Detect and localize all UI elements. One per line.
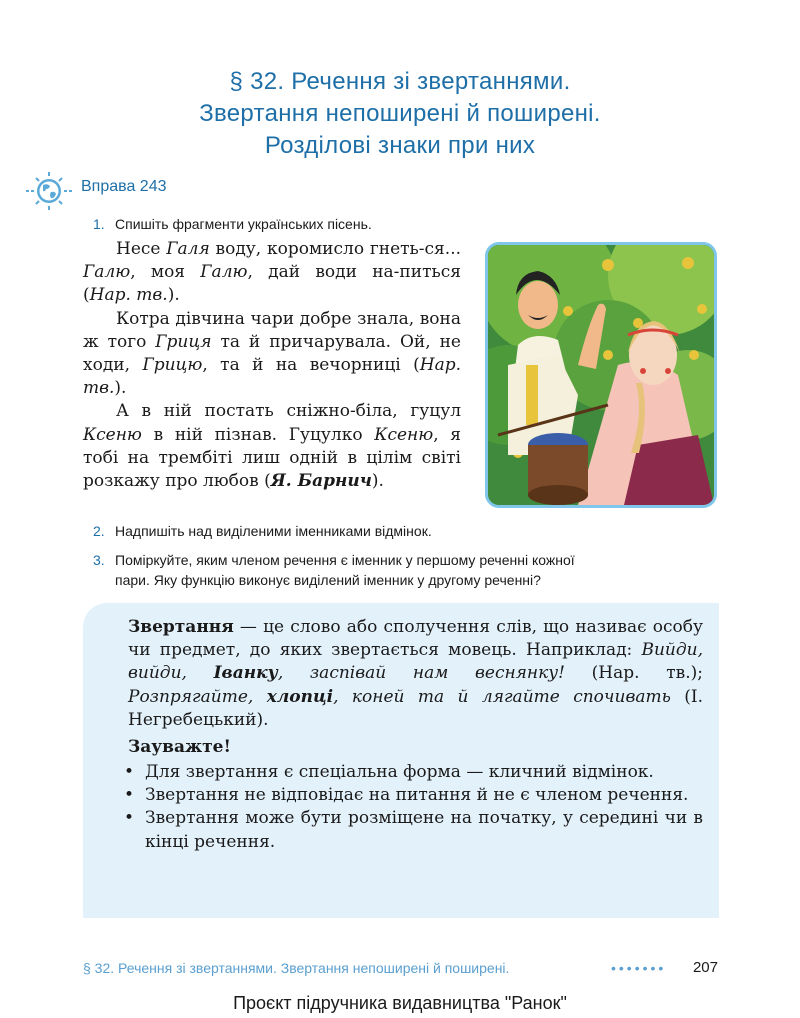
globe-icon <box>26 171 72 211</box>
publisher-note: Проєкт підручника видавництва "Ранок" <box>233 993 567 1013</box>
section-title-line: Розділові знаки при них <box>264 132 536 159</box>
emphasized-word: Розпрягайте, <box>128 686 267 707</box>
note-list <box>122 761 703 854</box>
footer-dots: ••••••• <box>611 960 667 976</box>
note-item-text: Для звертання є спеціальна форма — кличний відмінок. <box>145 762 654 782</box>
song-fragment <box>83 400 461 493</box>
emphasized-word: Вийди, вийди, <box>128 640 703 684</box>
emphasized-word: хлопці <box>266 686 334 707</box>
emphasized-word: Нар. тв. <box>89 285 168 306</box>
task-number: 2. <box>93 523 105 539</box>
emphasized-word: Я. Барнич <box>270 471 372 492</box>
text-run: та й причарувала. Ой, не ходи, <box>83 331 461 376</box>
exercise-label: Вправа 243 <box>81 178 167 195</box>
emphasized-word: Гриця <box>155 331 212 352</box>
text-run: (І. Негребецький). <box>128 686 704 730</box>
running-footer <box>83 960 718 976</box>
section-title <box>0 66 800 162</box>
task-text-continued: пари. Яку функцію виконує виділений іменник у другому реченні? <box>115 572 541 588</box>
emphasized-word: Ксеню <box>374 424 434 445</box>
song-fragment <box>83 308 461 401</box>
task-text: Поміркуйте, яким членом речення є іменник у першому реченні кожної <box>115 552 575 568</box>
illustration-image <box>485 242 717 508</box>
rule-paragraph <box>128 616 703 732</box>
text-run: (Нар. тв.); <box>564 663 703 684</box>
task-item <box>93 521 432 541</box>
emphasized-word: Звертання <box>128 617 234 637</box>
song-fragment <box>83 238 461 308</box>
note-item-text: Звертання може бути розміщене на початку, у середині чи в кінці речення. <box>145 808 703 852</box>
task-number: 3. <box>93 552 105 568</box>
task-text: Надпишіть над виділеними іменниками відмінок. <box>115 523 432 539</box>
rule-definition <box>128 616 703 732</box>
note-item-text: Звертання не відповідає на питання й не є членом речення. <box>145 785 689 806</box>
note-item <box>122 761 703 784</box>
emphasized-word: , заспівай нам веснянку! <box>277 663 565 684</box>
task-number: 1. <box>93 216 105 232</box>
emphasized-word: Іванку <box>213 663 278 684</box>
song-fragments <box>83 238 461 493</box>
section-title-line: § 32. Речення зі звертаннями. <box>229 68 571 95</box>
emphasized-word: Ксеню <box>83 424 142 445</box>
emphasized-word: Галю <box>83 262 131 283</box>
section-title-line: Звертання непоширені й поширені. <box>199 100 601 127</box>
bullet-icon: • <box>124 762 135 782</box>
text-run: , та й на вечорниці ( <box>202 355 420 376</box>
text-run: , дай води на-питься ( <box>83 262 461 306</box>
folk-couple-illustration <box>488 245 714 505</box>
text-run: ). <box>114 378 127 399</box>
note-item <box>122 784 703 807</box>
text-run: Несе <box>116 239 167 259</box>
task-text: Спишіть фрагменти українських пісень. <box>115 216 372 232</box>
text-run: А в ній постать сніжно-біла, гуцул <box>116 401 461 422</box>
text-run: , я тобі на трембіті лиш одній в цілім світі розкажу про любов ( <box>83 424 461 492</box>
bullet-icon: • <box>124 808 135 829</box>
emphasized-word: Галя <box>166 239 210 259</box>
text-run: , моя <box>130 262 201 283</box>
text-run: в ній пізнав. Гуцулко <box>141 424 375 445</box>
note-title: Зауважте! <box>128 737 231 757</box>
text-run: ). <box>167 285 180 306</box>
text-run: — це слово або сполучення слів, що називає особу чи предмет, до яких звертається мовець. Наприклад: <box>128 617 703 661</box>
text-run: воду, коромисло гнеть-ся... <box>209 239 461 259</box>
text-run: ). <box>371 471 384 492</box>
task-item <box>93 214 372 234</box>
emphasized-word: , коней та й лягайте спочивать <box>333 686 671 707</box>
task-item <box>93 550 718 590</box>
note-item <box>122 807 703 853</box>
page-number: 207 <box>692 959 718 976</box>
text-run: Котра дівчина чари добре знала, вона ж того <box>83 308 461 352</box>
emphasized-word: Грицю <box>142 355 203 376</box>
emphasized-word: Галю <box>200 262 248 283</box>
emphasized-word: Нар. тв. <box>83 355 461 399</box>
running-title: § 32. Речення зі звертаннями. Звертання непоширені й поширені. <box>83 960 510 976</box>
bullet-icon: • <box>124 785 135 806</box>
